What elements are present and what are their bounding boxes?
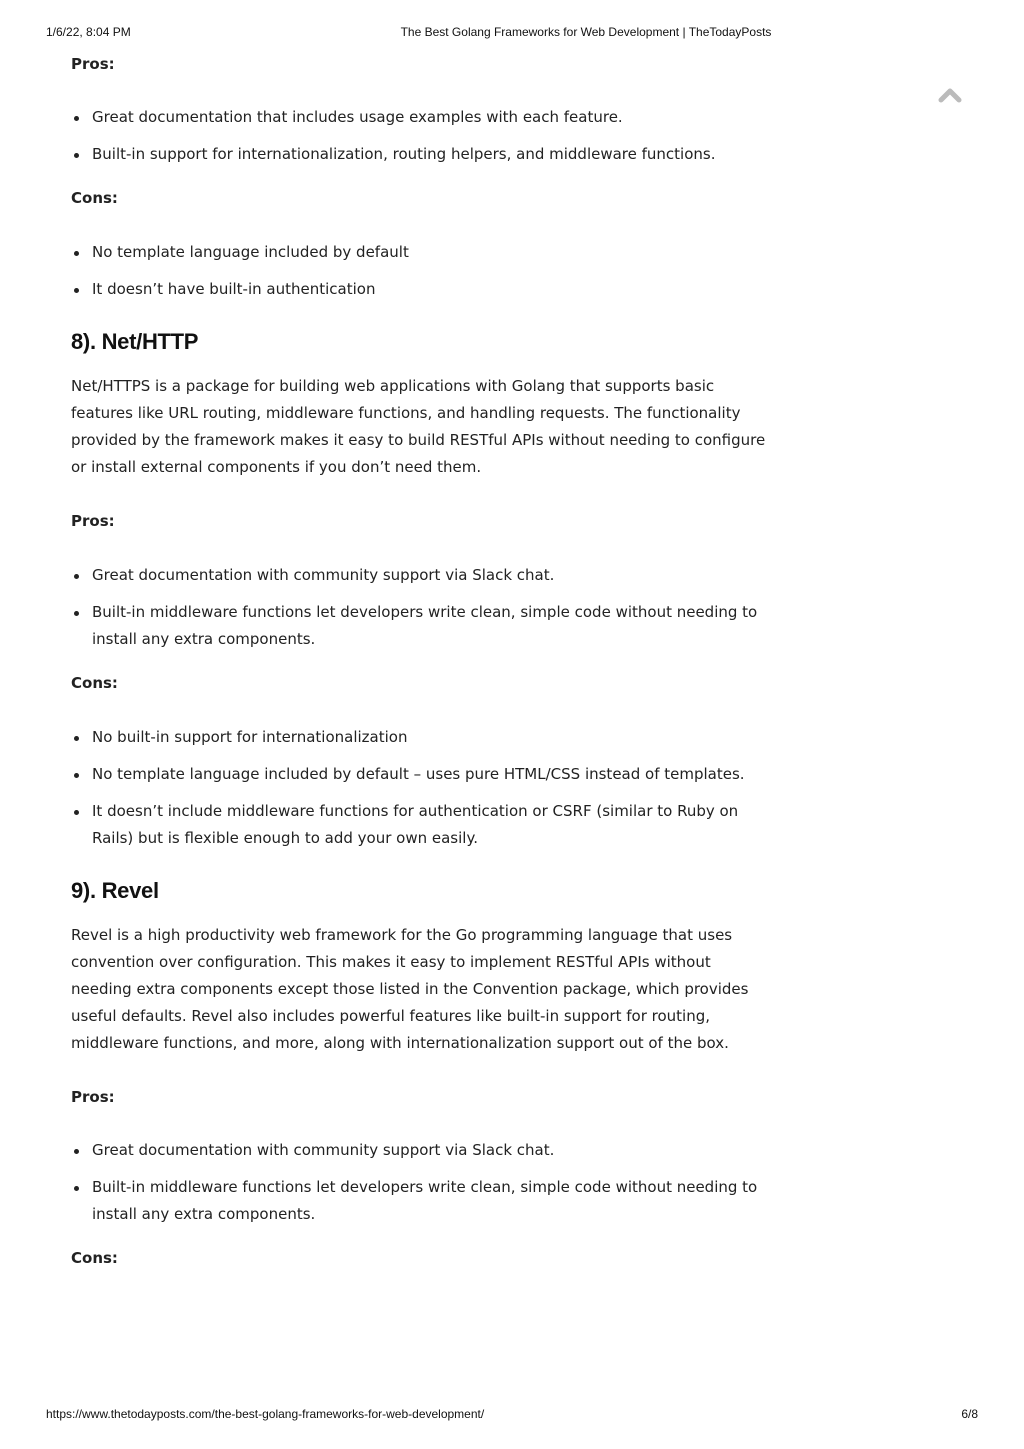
list-item: Built-in middleware functions let developers write clean, simple code without needing to install any extra components.	[71, 1174, 776, 1228]
pros-label: Pros:	[71, 55, 115, 73]
cons-list	[71, 724, 776, 852]
scroll-to-top-button[interactable]	[938, 86, 962, 104]
section-heading: 8). Net/HTTP	[71, 329, 199, 354]
print-page-title: The Best Golang Frameworks for Web Development | TheTodayPosts	[400, 25, 772, 39]
print-header	[0, 25, 1024, 41]
list-item: Built-in support for internationalization, routing helpers, and middleware functions.	[71, 141, 776, 168]
list-item: Great documentation with community support via Slack chat.	[71, 1137, 776, 1164]
page-number: 6/8	[961, 1407, 978, 1421]
pros-label: Pros:	[71, 512, 115, 530]
section-paragraph: Net/HTTPS is a package for building web applications with Golang that supports basic features like URL routing, middleware functions, and handling requests. The functionality provided by the framework makes it easy to build RESTful APIs without needing to configure or install external components if you don’t need them.	[71, 377, 766, 476]
list-item: No template language included by default – uses pure HTML/CSS instead of templates.	[71, 761, 776, 788]
pros-list	[71, 1137, 776, 1228]
pros-label: Pros:	[71, 1088, 115, 1106]
list-item: No built-in support for internationalization	[71, 724, 776, 751]
chevron-up-icon	[938, 86, 962, 104]
list-item: It doesn’t include middleware functions for authentication or CSRF (similar to Ruby on Rails) but is flexible enough to add your own easily.	[71, 798, 776, 852]
list-item: No template language included by default	[71, 239, 776, 266]
section-heading: 9). Revel	[71, 878, 159, 903]
cons-label: Cons:	[71, 189, 118, 207]
print-url: https://www.thetodayposts.com/the-best-golang-frameworks-for-web-development/	[46, 1407, 485, 1421]
article-content	[71, 51, 776, 1272]
section-paragraph: Revel is a high productivity web framework for the Go programming language that uses convention over configuration. This makes it easy to implement RESTful APIs without needing extra components except those listed in the Convention package, which provides useful defaults. Revel also includes powerful features like built-in support for routing, middleware functions, and more, along with internationalization support out of the box.	[71, 926, 749, 1052]
list-item: Built-in middleware functions let developers write clean, simple code without needing to install any extra components.	[71, 599, 776, 653]
cons-label: Cons:	[71, 1249, 118, 1267]
list-item: Great documentation that includes usage examples with each feature.	[71, 104, 776, 131]
list-item: It doesn’t have built-in authentication	[71, 276, 776, 303]
cons-label: Cons:	[71, 674, 118, 692]
list-item: Great documentation with community support via Slack chat.	[71, 562, 776, 589]
cons-list	[71, 239, 776, 303]
print-date: 1/6/22, 8:04 PM	[46, 25, 131, 39]
pros-list	[71, 104, 776, 168]
print-footer	[0, 1407, 1024, 1423]
pros-list	[71, 562, 776, 653]
